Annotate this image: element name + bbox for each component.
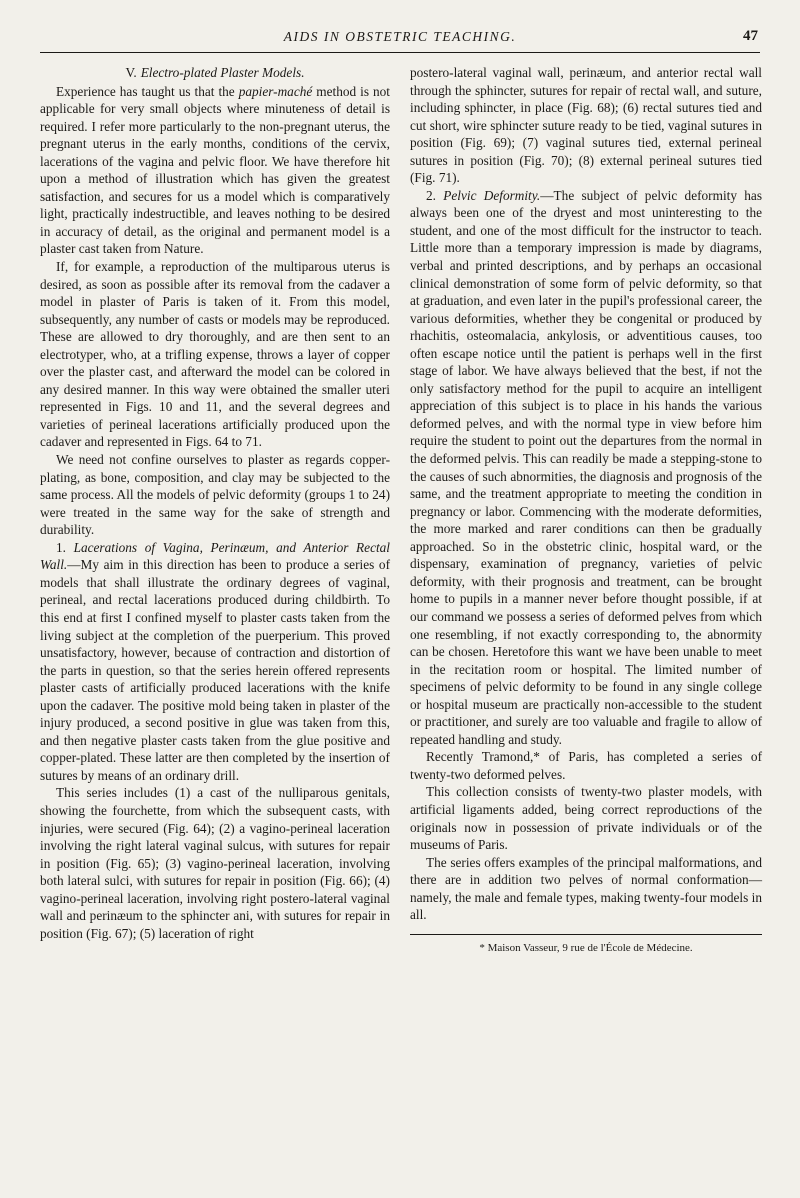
- running-header: [40, 26, 760, 53]
- subsection-title: Lacerations of Vagina, Perinæum, and Anterior Rectal Wall.: [40, 539, 391, 573]
- right-column: [410, 64, 762, 955]
- footnote-divider: [410, 934, 762, 935]
- running-title: AIDS IN OBSTETRIC TEACHING.: [283, 29, 517, 44]
- paragraph-lacerations: [40, 539, 390, 785]
- section-title: Electro-plated Plaster Models.: [140, 65, 305, 80]
- paragraph-pelvic-deformity: [410, 187, 762, 749]
- section-heading: [40, 64, 390, 82]
- subsection-number: 2.: [426, 187, 444, 203]
- paragraph-series-includes: This series includes (1) a cast of the nulliparous genitals, showing the fourchette, from which the subsequent casts, with injuries, were secured (Fig. 64); (2) a vagino-perineal laceration involving the right lateral vaginal sulcus, with sutures for repair in position (Fig. 65); (3) vagino-perineal laceration, involving both lateral sulci, with sutures for repair in position (Fig. 66); (4) vagino-perineal laceration, involving right postero-lateral vaginal wall and perinæum to the sphincter ani, with sutures for repair in position (Fig. 67); (5) laceration of right: [40, 785, 390, 941]
- left-column: [40, 64, 390, 942]
- paragraph-collection: This collection consists of twenty-two plaster models, with artificial ligaments added, being correct reproductions of the originals now in possession of private individuals or of the museums of Paris.: [410, 784, 762, 853]
- text-run: method is not applicable for very small objects where minuteness of detail is required. I refer more particularly to the non-pregnant uterus, the pregnant uterus in the early months, conditions of the cervix, lacerations of the vagina and pelvic floor. We have therefore hit upon a method of illustration which has given the greatest satisfaction, and secures for us a model which is comparatively light, practically indestructible, and leaves nothing to be desired in accuracy of detail, as the original and permanent model is a plaster cast taken from Nature.: [40, 83, 391, 257]
- text-run: Experience has taught us that the: [56, 83, 239, 99]
- paragraph-papier-mache: [40, 83, 390, 258]
- paragraph-malformations: The series offers examples of the principal malformations, and there are in addition two pelves of normal conformation—namely, the male and female types, making twenty-four models in all.: [410, 854, 762, 923]
- page-number: 47: [743, 28, 758, 44]
- paragraph-continued-series: postero-lateral vaginal wall, perinæum, and anterior rectal wall through the sphincter, sutures for repair of rectal wall, and suture, including sphincter, in place (Fig. 68); (6) rectal sutures tied and cut short, wire sphincter suture ready to be tied, vaginal sutures in position (Fig. 69); (7) vaginal sutures tied, external perineal sutures in position (Fig. 70); (8) external perineal sutures tied (Fig. 71).: [410, 65, 762, 186]
- paragraph-copper-plating: We need not confine ourselves to plaster as regards copper-plating, as bone, composition, and clay may be subjected to the same process. All the models of pelvic deformity (groups 1 to 24) were treated in the same way for the sake of strength and durability.: [40, 452, 390, 538]
- paragraph-multiparous-uterus: If, for example, a reproduction of the multiparous uterus is desired, as soon as possible after its removal from the cadaver a model in plaster of Paris is taken of it. From this model, subsequently, any number of casts or models may be reproduced. These are allowed to dry thoroughly, and are then sent to an electrotyper, who, at a trifling expense, throws a layer of copper over the plaster cast, and afterward the model can be colored in any desired manner. In this way were obtained the smaller uteri represented in Figs. 10 and 11, and the several degrees and varieties of perineal lacerations artificially produced upon the cadaver and represented in Figs. 64 to 71.: [40, 259, 390, 450]
- text-run-italic: papier-maché: [238, 83, 313, 99]
- paragraph-tramond: Recently Tramond,* of Paris, has completed a series of twenty-two deformed pelves.: [410, 749, 762, 782]
- section-number: V.: [125, 65, 137, 80]
- text-run: —The subject of pelvic deformity has always been one of the dryest and most uninteresting to the student, and one of the most difficult for the instructor to teach. Little more than a temporary impression is made by diagrams, verbal and printed descriptions, and by perhaps an occasional clinical demonstration of some form of pelvic deformity, so that at graduation, and even later in the pupil's professional career, the various deformities, whether they be congenital or produced by rhachitis, osteomalacia, ankylosis, or adventitious causes, too often escape notice until the patient is perhaps well in the first stage of labor. We have always believed that the best, if not the only satisfactory method for the pupil to acquire an intelligent appreciation of this subject is to place in his hands the various deformed pelves, and with the normal type in view before him require the student to point out the departures from the normal in the deformed pelvis. This can readily be made a stepping-stone to the causes of such abnormities, the diagnosis and prognosis of the same, and the treatment appropriate to meeting the condition in pregnancy or labor. Commencing with the moderate deformities, the more marked and rarer conditions can then be gradually approached. So in the obstetric clinic, hospital ward, or the dispensary, examination of pregnancy, varieties of pelvic deformity, with their prognosis and treatment, can be brought home to pupils in a manner never before thought possible, if at our command we possess a series of deformed pelves from which one resembling, if not exactly corresponding to, the abnormity can be chosen. Heretofore this want we have been unable to meet in the recitation room or hospital. The limited number of specimens of pelvic deformity to be found in any single college or hospital museum are practically non-accessible to the student or practitioner, and surely are too valuable and fragile to allow of repeated handling and study.: [410, 187, 762, 747]
- subsection-title: Pelvic Deformity.: [443, 187, 541, 203]
- subsection-number: 1.: [56, 539, 74, 555]
- footnote: * Maison Vasseur, 9 rue de l'École de Médecine.: [479, 941, 693, 954]
- text-run: —My aim in this direction has been to produce a series of models that shall illustrate the ordinary degrees of vaginal, perineal, and rectal lacerations produced during childbirth. To this end at first I confined myself to plaster casts taken from the living subject at the completion of the puerperium. This proved unsatisfactory, however, because of contraction and distortion of the parts in question, so that the series herein offered represents plaster casts of artificially produced lacerations with the knife upon the cadaver. The positive mold being taken in plaster of the injury produced, a second positive in glue was taken from this, and then negative plaster casts taken from the glue positive and copper-plated. These latter are then completed by the insertion of sutures by means of an ordinary drill.: [40, 557, 390, 783]
